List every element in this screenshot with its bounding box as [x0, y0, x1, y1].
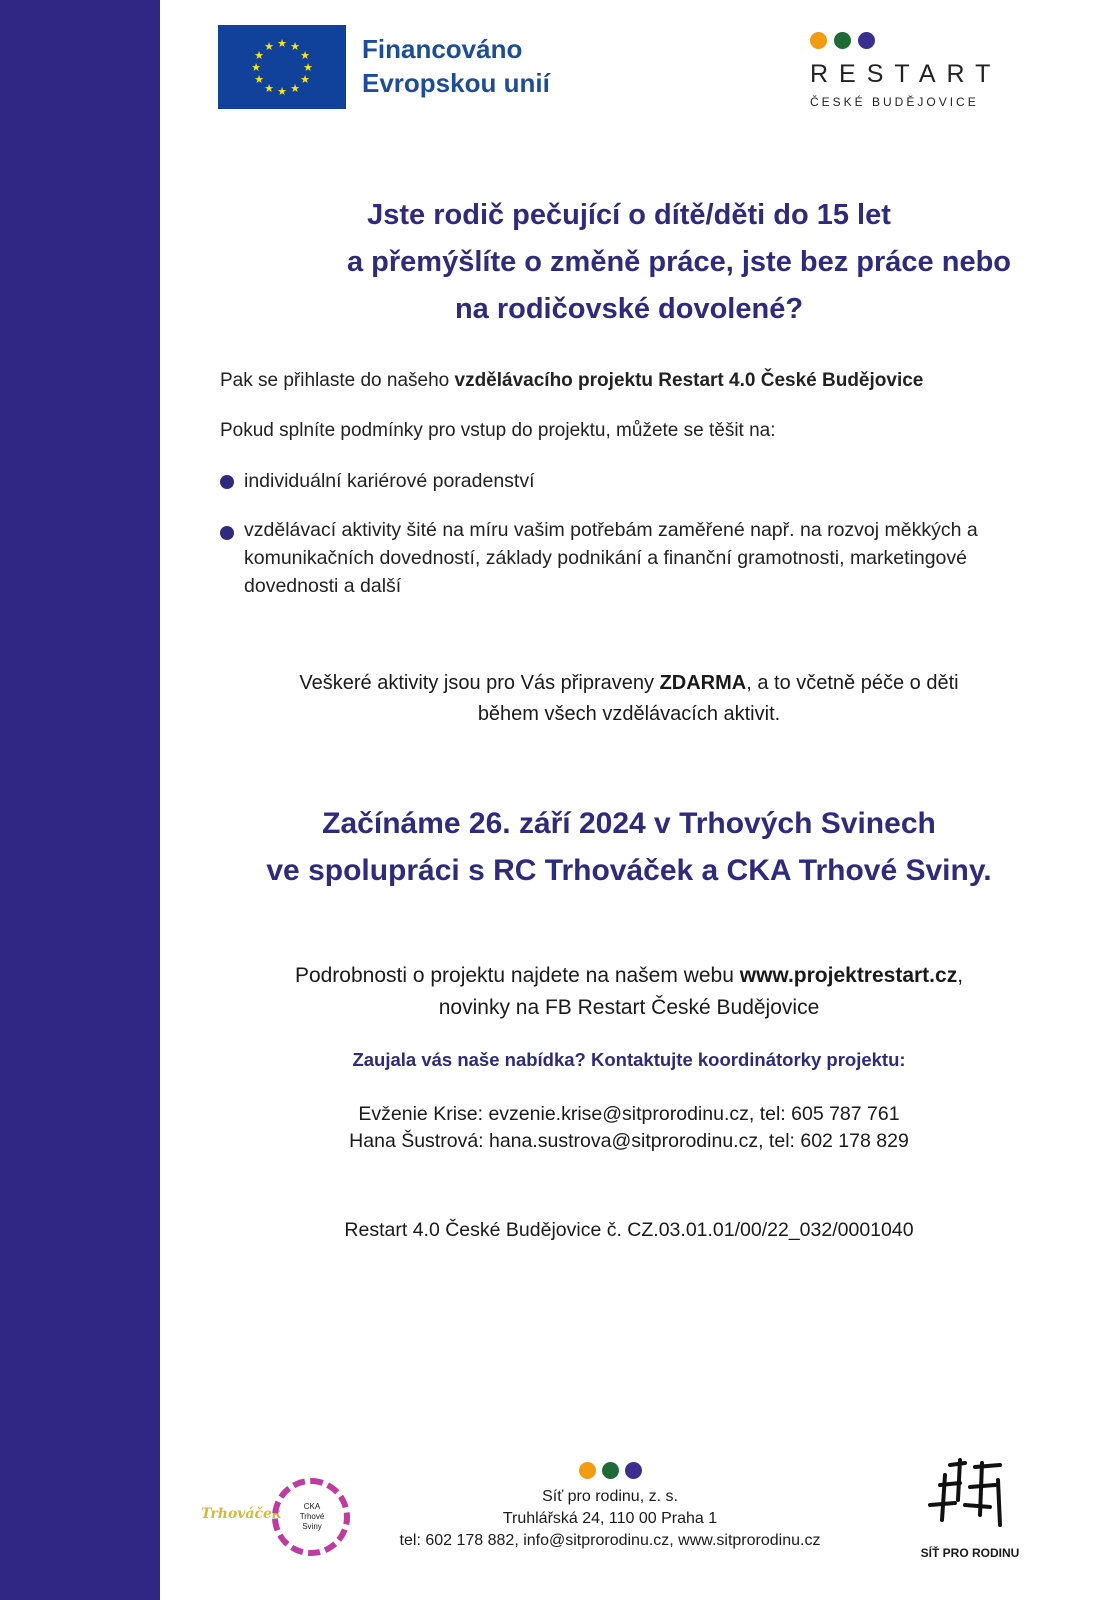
web-suffix: ,: [957, 964, 964, 987]
title-line: a přemýšlíte o změně práce, jste bez práce nebo: [346, 246, 1012, 278]
svg-text:★: ★: [277, 38, 287, 50]
restart-word: RESTART: [810, 60, 1002, 88]
svg-text:★: ★: [254, 50, 264, 62]
cka-text: CKA Trhové Sviny: [299, 1502, 325, 1531]
trhovacek-logo: [167, 1500, 282, 1536]
main-title: [160, 192, 1098, 333]
web-link[interactable]: www.projektrestart.cz: [739, 964, 958, 987]
start-line: ve spolupráci s RC Trhováček a CKA Trhové Sviny.: [266, 854, 992, 887]
free-line2: během všech vzdělávacích aktivit.: [477, 703, 781, 725]
contact-item: Hana Šustrová: hana.sustrova@sitprorodinu.cz, tel: 602 178 829: [349, 1130, 909, 1152]
intro-text: [220, 370, 923, 392]
footer-contact: tel: 602 178 882, info@sitprorodinu.cz, www.sitprorodinu.cz: [399, 1532, 821, 1549]
svg-text:★: ★: [290, 41, 300, 53]
footer-street: Truhlářská 24, 110 00 Praha 1: [502, 1510, 718, 1527]
bullet-icon: [220, 475, 234, 489]
svg-text:★: ★: [300, 50, 310, 62]
svg-text:★: ★: [300, 74, 310, 86]
web-info: [160, 960, 1098, 1024]
svg-text:★: ★: [277, 86, 287, 98]
eu-line1: Financováno: [362, 34, 523, 64]
contact-heading: Zaujala vás naše nabídka? Kontaktujte koordinátorky projektu:: [352, 1049, 906, 1070]
people-icon: [920, 1455, 1020, 1535]
contacts: [160, 1101, 1098, 1155]
intro-prefix: Pak se přihlaste do našeho: [220, 370, 455, 391]
sit-pro-rodinu-logo: [915, 1455, 1025, 1595]
conditions-text: Pokud splníte podmínky pro vstup do projektu, můžete se těšit na:: [220, 420, 776, 441]
list-item: [220, 467, 1000, 495]
restart-logo: [810, 32, 1000, 109]
list-item-text: vzdělávací aktivity šité na míru vašim potřebám zaměřené např. na rozvoj měkkých a komunikačních dovedností, základy podnikání a finanční gramotnosti, marketingové dovednosti a další: [244, 519, 978, 597]
svg-text:★: ★: [264, 83, 274, 95]
list-item: [220, 516, 1010, 600]
web-line2: novinky na FB Restart České Budějovice: [438, 996, 820, 1019]
contact-item: Evženie Krise: evzenie.krise@sitprorodinu.cz, tel: 605 787 761: [358, 1103, 900, 1125]
project-number: Restart 4.0 České Budějovice č. CZ.03.01.01/00/22_032/0001040: [344, 1219, 914, 1241]
free-suffix: , a to včetně péče o děti: [746, 672, 959, 694]
free-notice: [160, 668, 1098, 730]
sit-pro-rodinu-text: SÍŤ PRO RODINU: [920, 1546, 1020, 1560]
bullet-icon: [220, 526, 234, 540]
list-item-text: individuální kariérové poradenství: [244, 470, 535, 492]
footer-address: [330, 1462, 890, 1552]
free-bold: ZDARMA: [659, 672, 747, 694]
sidebar-band: [0, 0, 160, 1600]
web-prefix: Podrobnosti o projektu najdete na našem webu: [294, 964, 740, 987]
footer-org: Síť pro rodinu, z. s.: [542, 1488, 678, 1505]
eu-flag-logo: [218, 25, 346, 109]
svg-text:★: ★: [290, 83, 300, 95]
start-line: Začínáme 26. září 2024 v Trhových Svinech: [322, 807, 936, 840]
restart-sub: ČESKÉ BUDĚJOVICE: [810, 95, 979, 109]
svg-text:★: ★: [251, 62, 261, 74]
eu-funding-text: [362, 32, 550, 100]
svg-text:★: ★: [254, 74, 264, 86]
title-line: Jste rodič pečující o dítě/děti do 15 let: [367, 199, 891, 231]
svg-text:★: ★: [264, 41, 274, 53]
free-prefix: Veškeré aktivity jsou pro Vás připraveny: [299, 672, 660, 694]
start-heading: [160, 800, 1098, 894]
eu-line2: Evropskou unií: [362, 68, 550, 98]
svg-text:★: ★: [303, 62, 313, 74]
trhovacek-text: Trhováček: [201, 1506, 282, 1522]
intro-bold: vzdělávacího projektu Restart 4.0 České Budějovice: [454, 370, 924, 391]
title-line: na rodičovské dovolené?: [454, 293, 804, 325]
